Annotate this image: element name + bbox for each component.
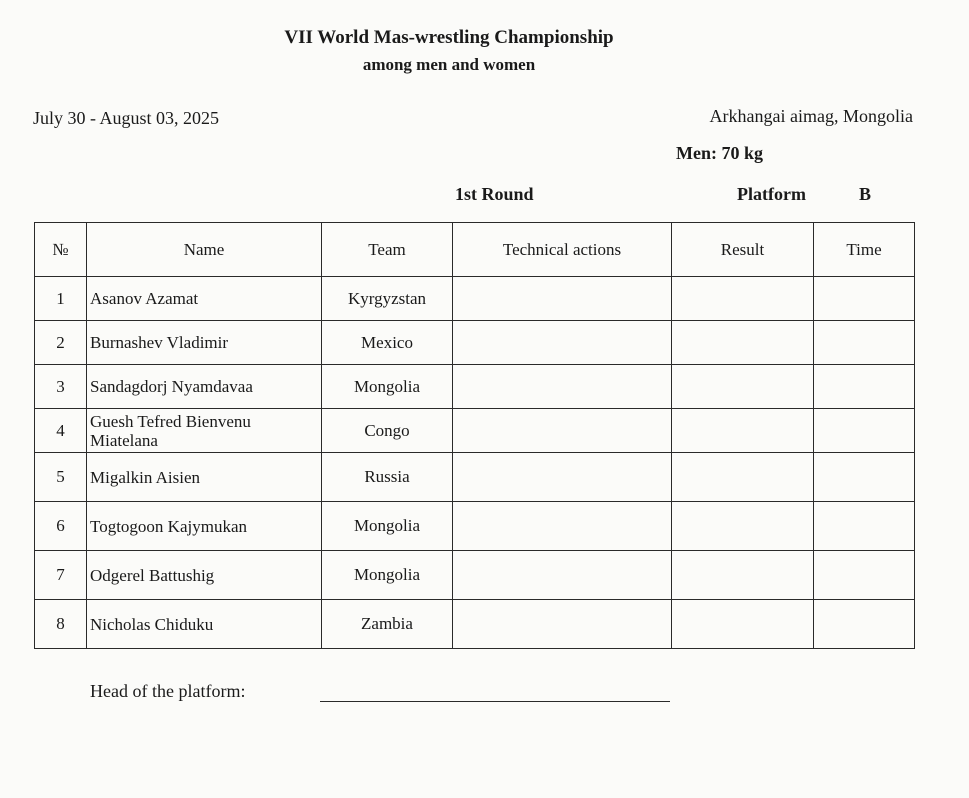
technical-actions-cell	[453, 600, 672, 649]
table-row	[35, 409, 915, 453]
col-header-team: Team	[322, 223, 453, 277]
athlete-team: Mongolia	[322, 502, 453, 551]
time-cell	[814, 600, 915, 649]
athlete-name: Odgerel Battushig	[87, 551, 322, 600]
table-row	[35, 551, 915, 600]
time-cell	[814, 502, 915, 551]
table-row	[35, 600, 915, 649]
time-cell	[814, 453, 915, 502]
athlete-team: Russia	[322, 453, 453, 502]
result-cell	[672, 600, 814, 649]
time-cell	[814, 551, 915, 600]
platform-label: Platform	[737, 184, 806, 204]
row-number: 6	[35, 502, 87, 551]
technical-actions-cell	[453, 453, 672, 502]
result-cell	[672, 453, 814, 502]
results-table	[34, 222, 915, 649]
athlete-name: Guesh Tefred Bienvenu Miatelana	[87, 409, 322, 453]
result-cell	[672, 321, 814, 365]
athlete-team: Mongolia	[322, 365, 453, 409]
col-header-name: Name	[87, 223, 322, 277]
weight-category: Men: 70 kg	[676, 143, 763, 163]
platform-value: B	[859, 184, 872, 204]
row-number: 5	[35, 453, 87, 502]
document-title: VII World Mas-wrestling Championship	[284, 27, 614, 48]
document-subtitle: among men and women	[362, 55, 536, 74]
time-cell	[814, 321, 915, 365]
athlete-name: Togtogoon Kajymukan	[87, 502, 322, 551]
col-header-result: Result	[672, 223, 814, 277]
athlete-team: Congo	[322, 409, 453, 453]
time-cell	[814, 277, 915, 321]
technical-actions-cell	[453, 277, 672, 321]
athlete-team: Mongolia	[322, 551, 453, 600]
event-location: Arkhangai aimag, Mongolia	[709, 106, 913, 126]
athlete-name: Burnashev Vladimir	[87, 321, 322, 365]
table-row	[35, 365, 915, 409]
athlete-name: Sandagdorj Nyamdavaa	[87, 365, 322, 409]
time-cell	[814, 409, 915, 453]
technical-actions-cell	[453, 551, 672, 600]
signature-line	[320, 701, 670, 702]
athlete-name: Asanov Azamat	[87, 277, 322, 321]
athlete-team: Kyrgyzstan	[322, 277, 453, 321]
athlete-team: Zambia	[322, 600, 453, 649]
athlete-name: Migalkin Aisien	[87, 453, 322, 502]
head-of-platform-label: Head of the platform:	[90, 681, 246, 701]
row-number: 7	[35, 551, 87, 600]
time-cell	[814, 365, 915, 409]
technical-actions-cell	[453, 502, 672, 551]
technical-actions-cell	[453, 409, 672, 453]
row-number: 1	[35, 277, 87, 321]
table-header-row	[35, 223, 915, 277]
result-cell	[672, 409, 814, 453]
result-cell	[672, 277, 814, 321]
table-row	[35, 502, 915, 551]
table-row	[35, 453, 915, 502]
col-header-technical-actions: Technical actions	[453, 223, 672, 277]
technical-actions-cell	[453, 365, 672, 409]
result-cell	[672, 502, 814, 551]
row-number: 4	[35, 409, 87, 453]
row-number: 2	[35, 321, 87, 365]
round-label: 1st Round	[455, 184, 534, 204]
row-number: 3	[35, 365, 87, 409]
table-row	[35, 321, 915, 365]
col-header-number: №	[35, 223, 87, 277]
row-number: 8	[35, 600, 87, 649]
athlete-team: Mexico	[322, 321, 453, 365]
col-header-time: Time	[814, 223, 915, 277]
result-cell	[672, 551, 814, 600]
technical-actions-cell	[453, 321, 672, 365]
result-cell	[672, 365, 814, 409]
table-row	[35, 277, 915, 321]
athlete-name: Nicholas Chiduku	[87, 600, 322, 649]
event-dates: July 30 - August 03, 2025	[33, 108, 220, 128]
